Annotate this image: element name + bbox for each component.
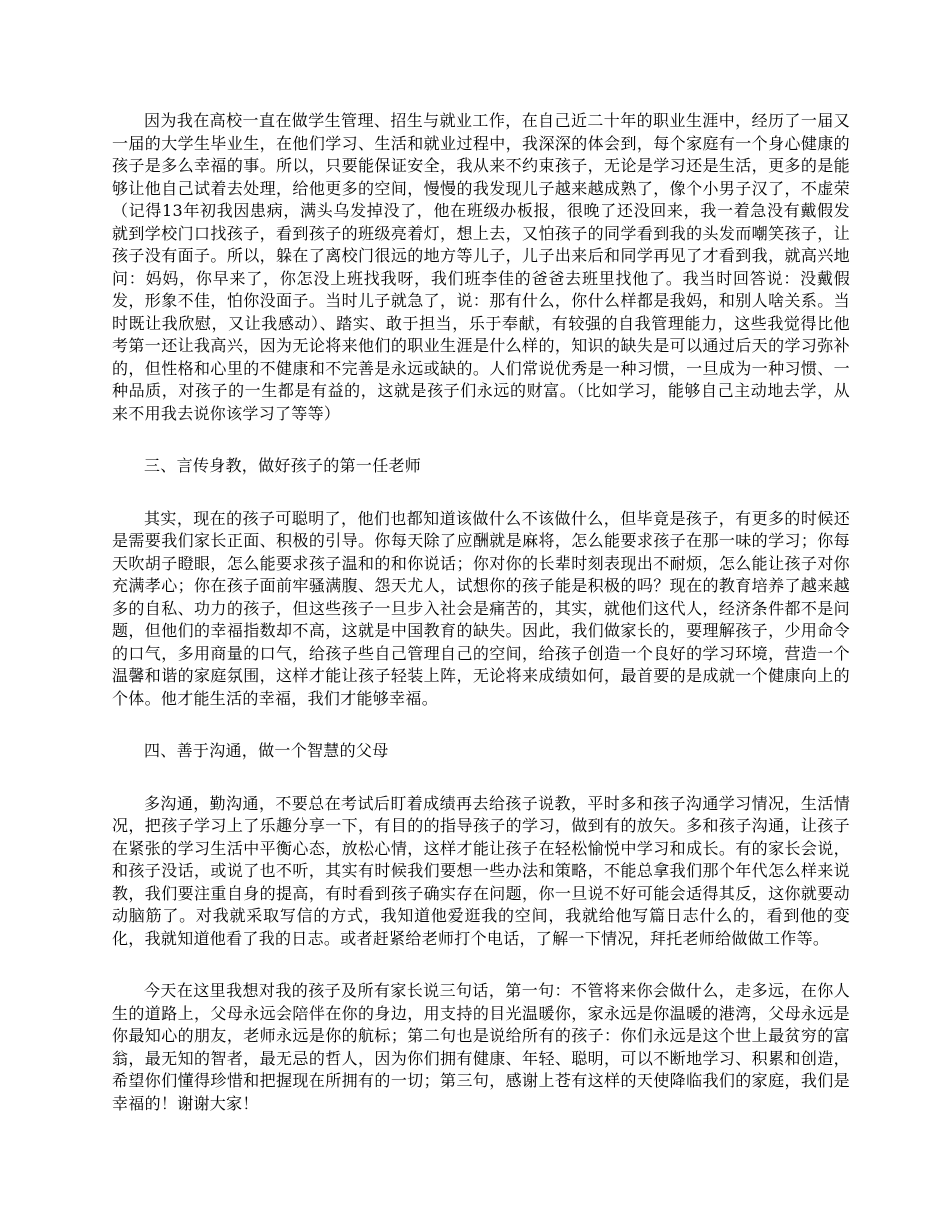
- paragraph-spacer: [112, 950, 850, 980]
- paragraph-spacer: [112, 710, 850, 740]
- paragraph-spacer: [112, 763, 850, 793]
- body-paragraph: 今天在这里我想对我的孩子及所有家长说三句话，第一句：不管将来你会做什么，走多远，在你人生的道路上，父母永远会陪伴在你的身边，用支持的目光温暖你，家永远是你温暖的港湾，父母永远是你最知心的朋友，老师永远是你的航标；第二句也是说给所有的孩子：你们永远是这个世上最贫穷的富翁，最无知的智者，最无忌的哲人，因为你们拥有健康、年轻、聪明，可以不断地学习、积累和创造，希望你们懂得珍惜和把握现在所拥有的一切；第三句，感谢上苍有这样的天使降临我们的家庭，我们是幸福的！谢谢大家！: [112, 981, 850, 1113]
- body-paragraph: 因为我在高校一直在做学生管理、招生与就业工作，在自己近二十年的职业生涯中，经历了一届又一届的大学生毕业生，在他们学习、生活和就业过程中，我深深的体会到，每个家庭有一个身心健康的孩子是多么幸福的事。所以，只要能保证安全，我从来不约束孩子，无论是学习还是生活，更多的是能够让他自己试着去处理，给他更多的空间，慢慢的我发现儿子越来越成熟了，像个小男子汉了，不虚荣（记得13年初我因患病，满头乌发掉没了，他在班级办板报，很晚了还没回来，我一着急没有戴假发就到学校门口找孩子，看到孩子的班级亮着灯，想上去，又怕孩子的同学看到我的头发而嘲笑孩子，让孩子没有面子。所以，躲在了离校门很远的地方等儿子，儿子出来后和同学再见了才看到我，就高兴地问：妈妈，你早来了，你怎没上班找我呀，我们班李佳的爸爸去班里找他了。我当时回答说：没戴假发，形象不佳，怕你没面子。当时儿子就急了，说：那有什么，你什么样都是我妈，和别人啥关系。当时既让我欣慰，又让我感动）、踏实、敢于担当，乐于奉献，有较强的自我管理能力，这些我觉得比他考第一还让我高兴，因为无论将来他们的职业生涯是什么样的，知识的缺失是可以通过后天的学习弥补的，但性格和心里的不健康和不完善是永远或缺的。人们常说优秀是一种习惯，一旦成为一种习惯、一种品质，对孩子的一生都是有益的，这就是孩子们永远的财富。（比如学习，能够自己主动地去学，从来不用我去说你该学习了等等）: [112, 111, 850, 423]
- body-paragraph: 多沟通，勤沟通，不要总在考试后盯着成绩再去给孩子说教，平时多和孩子沟通学习情况，生活情况，把孩子学习上了乐趣分享一下，有目的的指导孩子的学习，做到有的放矢。多和孩子沟通，让孩子在紧张的学习生活中平衡心态，放松心情，这样才能让孩子在轻松愉悦中学习和成长。有的家长会说，和孩子没话，或说了也不听，其实有时候我们要想一些办法和策略，不能总拿我们那个年代怎么样来说教，我们要注重自身的提高，有时看到孩子确实存在问题，你一旦说不好可能会适得其反，这你就要动动脑筋了。对我就采取写信的方式，我知道他爱逛我的空间，我就给他写篇日志什么的，看到他的变化，我就知道他看了我的日志。或者赶紧给老师打个电话，了解一下情况，拜托老师给做做工作等。: [112, 793, 850, 948]
- paragraph-spacer: [112, 478, 850, 508]
- paragraph-spacer: [112, 425, 850, 455]
- section-heading: 四、善于沟通，做一个智慧的父母: [144, 741, 389, 760]
- document-page: [112, 110, 850, 1115]
- section-heading: 三、言传身教，做好孩子的第一任老师: [144, 456, 422, 475]
- body-paragraph: 其实，现在的孩子可聪明了，他们也都知道该做什么不该做什么，但毕竟是孩子，有更多的时候还是需要我们家长正面、积极的引导。你每天除了应酬就是麻将，怎么能要求孩子在那一味的学习；你每天吹胡子瞪眼，怎么能要求孩子温和的和你说话；你对你的长辈时刻表现出不耐烦，怎么能让孩子对你充满孝心；你在孩子面前牢骚满腹、怨天尤人，试想你的孩子能是积极的吗？现在的教育培养了越来越多的自私、功力的孩子，但这些孩子一旦步入社会是痛苦的，其实，就他们这代人，经济条件都不是问题，但他们的幸福指数却不高，这就是中国教育的缺失。因此，我们做家长的，要理解孩子，少用命令的口气，多用商量的口气，给孩子些自己管理自己的空间，给孩子创造一个良好的学习环境，营造一个温馨和谐的家庭氛围，这样才能让孩子轻装上阵，无论将来成绩如何，最首要的是成就一个健康向上的个体。他才能生活的幸福，我们才能够幸福。: [112, 508, 850, 708]
